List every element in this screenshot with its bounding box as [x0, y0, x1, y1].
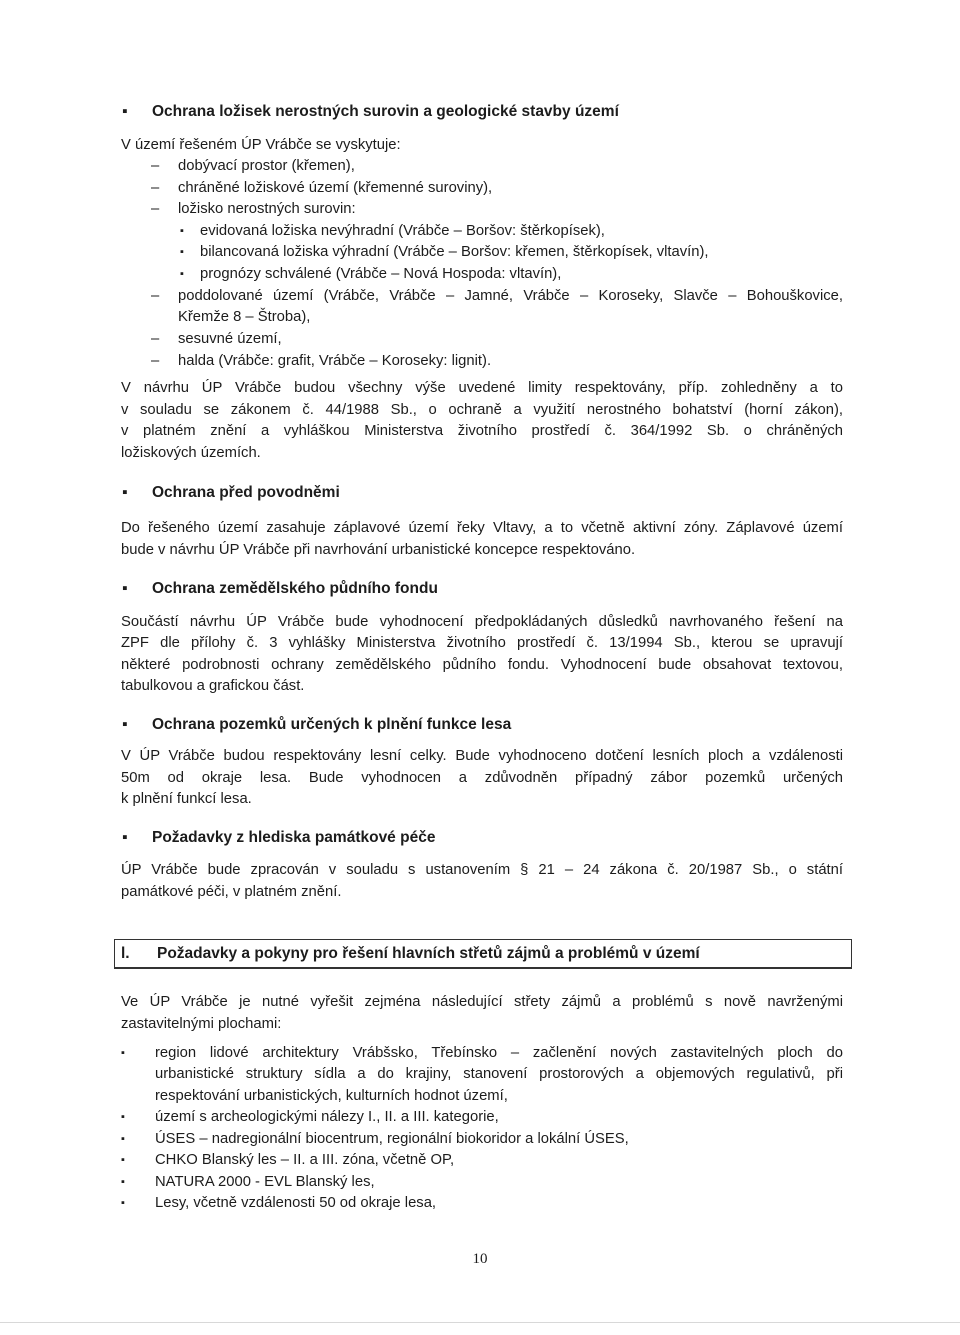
- list-item: region lidové architektury Vrábšsko, Třebínsko – začlenění nových zastavitelných ploch do: [155, 1045, 843, 1061]
- list-item: ÚSES – nadregionální biocentrum, regionální biokoridor a lokální ÚSES,: [155, 1131, 629, 1147]
- bullet-icon: ▪: [180, 246, 184, 258]
- section-heading-forest-land: ▪ Ochrana pozemků určených k plnění funkce lesa: [122, 716, 512, 733]
- bullet-icon: ▪: [180, 268, 184, 280]
- paragraph-line: V návrhu ÚP Vrábče budou všechny výše uvedené limity respektovány, příp. zohledněny a to: [121, 380, 843, 396]
- footer-divider: [0, 1322, 960, 1323]
- bullet-icon: ▪: [121, 1047, 125, 1059]
- bullet-icon: ▪: [121, 1111, 125, 1123]
- list-item: halda (Vrábče: grafit, Vrábče – Koroseky: lignit).: [178, 353, 492, 369]
- bullet-icon: ▪: [121, 1197, 125, 1209]
- paragraph-line: Do řešeného území zasahuje záplavové území řeky Vltavy, a to včetně aktivní zóny. Záplavové území: [121, 520, 843, 536]
- bullet-icon: ▪: [122, 829, 128, 846]
- list-item: ložisko nerostných surovin:: [178, 201, 356, 217]
- section-heading-flood-protection: ▪ Ochrana před povodněmi: [122, 484, 340, 501]
- intro-text: V území řešeném ÚP Vrábče se vyskytuje:: [121, 137, 401, 153]
- paragraph-line: v platném znění a vyhláškou Ministerstva životního prostředí č. 364/1992 Sb. o chráněných: [121, 423, 843, 439]
- bullet-icon: ▪: [121, 1176, 125, 1188]
- document-page: ▪ Ochrana ložisek nerostných surovin a geologické stavby území V území řešeném ÚP Vrábče se vyskytuje: – dobývací prostor (křemen), – chráněné ložiskové území (křemenné suroviny), – ložisko nerostných surovin: ▪ evidovaná ložiska nevýhradní (Vrábče – Boršov: štěrkopísek), ▪ bilancovaná ložiska výhradní (Vrábče – Boršov: křemen, štěrkopísek, vltavín), ▪ prognózy schválené (Vrábče – Nová Hospoda: vltavín), – poddolované území (Vrábče, Vrábče – Jamné, Vrábče – Koroseky, Slavče – Bohouškovice, Křemže 8 – Štroba), – sesuvné území, – halda (Vrábče: grafit, Vrábče – Koroseky: lignit). V návrhu ÚP Vrábče budou všechny výše uvedené limity respektovány, příp. zohledněny a to v souladu se zákonem č. 44/1988 Sb., o ochraně a využití nerostného bohatství (horní zákon), v platném znění a vyhláškou Ministerstva životního prostředí č. 364/1992 Sb. o chráněných ložiskových územích. ▪ Ochrana před povodněmi Do řešeného území zasahuje záplavové území řeky Vltavy, a to včetně aktivní zóny. Záplavové území bude v návrhu ÚP Vrábče při navrhování urbanistické koncepce respektováno. ▪ Ochrana zemědělského půdního fondu Součástí návrhu ÚP Vrábče bude vyhodnocení předpokládaných důsledků navrhovaného řešení na ZPF dle přílohy č. 3 vyhlášky Ministerstva životního prostředí č. 13/1994 Sb., kterou se upravují některé podrobnosti ochrany zemědělského půdního fondu. Vyhodnocení bude obsahovat textovou, tabulkovou a grafickou část. ▪ Ochrana pozemků určených k plnění funkce lesa V ÚP Vrábče budou respektovány lesní celky. Bude vyhodnoceno dotčení lesních ploch a vzdálenosti 50m od okraje lesa. Bude vyhodnocen a zdůvodněn případný zábor pozemků určených k plnění funkcí lesa. ▪ Požadavky z hlediska památkové péče ÚP Vrábče bude zpracován v souladu s ustanovením § 21 – 24 zákona č. 20/1987 Sb., o státní památkové péči, v platném znění. l. Požadavky a pokyny pro řešení hlavních střetů zájmů a problémů v území Ve ÚP Vrábče je nutné vyřešit zejména následující střety zájmů a problémů s nově navrženými zastavitelnými plochami: ▪ region lidové architektury Vrábšsko, Třebínsko – začlenění nových zastavitelných ploch do urbanistické struktury sídla a do krajiny, stanovení prostorových a objemových regulativů, při respektování urbanistických, kulturních hodnot území, ▪ území s archeologickými nálezy I., II. a III. kategorie, ▪ ÚSES – nadregionální biocentrum, regionální biokoridor a lokální ÚSES, ▪ CHKO Blanský les – II. a III. zóna, včetně OP, ▪ NATURA 2000 - EVL Blanský les, ▪ Lesy, včetně vzdálenosti 50 od okraje lesa, 10: [0, 0, 960, 1335]
- list-item: NATURA 2000 - EVL Blanský les,: [155, 1174, 375, 1190]
- paragraph-line: bude v návrhu ÚP Vrábče při navrhování urbanistické koncepce respektováno.: [121, 542, 636, 558]
- bullet-icon: ▪: [122, 103, 128, 120]
- list-item-continuation: Křemže 8 – Štroba),: [178, 309, 311, 325]
- paragraph-line: zastavitelnými plochami:: [121, 1016, 282, 1032]
- paragraph-line: Ve ÚP Vrábče je nutné vyřešit zejména následující střety zájmů a problémů s nově navrženými: [121, 994, 843, 1010]
- list-item: chráněné ložiskové území (křemenné suroviny),: [178, 180, 493, 196]
- sub-list-item: prognózy schválené (Vrábče – Nová Hospoda: vltavín),: [200, 266, 562, 282]
- page-number: 10: [472, 1251, 488, 1267]
- list-item: území s archeologickými nálezy I., II. a III. kategorie,: [155, 1109, 499, 1125]
- paragraph-line: 50m od okraje lesa. Bude vyhodnocen a zdůvodněn případný zábor pozemků určených: [121, 770, 843, 786]
- bullet-icon: ▪: [122, 484, 128, 501]
- list-item-continuation: urbanistické struktury sídla a do krajiny, stanovení prostorových a objemových regulativů, při: [155, 1066, 843, 1082]
- list-item: CHKO Blanský les – II. a III. zóna, včetně OP,: [155, 1152, 455, 1168]
- sub-list-item: evidovaná ložiska nevýhradní (Vrábče – Boršov: štěrkopísek),: [200, 223, 605, 239]
- bullet-icon: ▪: [121, 1133, 125, 1145]
- paragraph-line: ÚP Vrábče bude zpracován v souladu s ustanovením § 21 – 24 zákona č. 20/1987 Sb., o státní: [121, 862, 843, 878]
- paragraph-line: ZPF dle přílohy č. 3 vyhlášky Ministerstva životního prostředí č. 13/1994 Sb., kterou se upravují: [121, 635, 843, 651]
- paragraph-line: V ÚP Vrábče budou respektovány lesní celky. Bude vyhodnoceno dotčení lesních ploch a vzdálenosti: [121, 748, 843, 764]
- paragraph-line: ložiskových územích.: [121, 445, 261, 461]
- paragraph-line: v souladu se zákonem č. 44/1988 Sb., o ochraně a využití nerostného bohatství (horní zákon),: [121, 402, 843, 418]
- paragraph-line: některé podrobnosti ochrany zemědělského půdního fondu. Vyhodnocení bude obsahovat textovou,: [121, 657, 843, 673]
- section-heading-mineral-deposits: ▪ Ochrana ložisek nerostných surovin a geologické stavby území: [122, 103, 619, 120]
- bullet-icon: ▪: [180, 225, 184, 237]
- paragraph-line: k plnění funkcí lesa.: [121, 791, 252, 807]
- paragraph-line: památkové péči, v platném znění.: [121, 884, 342, 900]
- section-heading-agricultural-land: ▪ Ochrana zemědělského půdního fondu: [122, 580, 438, 597]
- bullet-icon: ▪: [122, 580, 128, 597]
- paragraph-line: Součástí návrhu ÚP Vrábče bude vyhodnocení předpokládaných důsledků navrhovaného řešení na: [121, 614, 843, 630]
- bullet-icon: ▪: [122, 716, 128, 733]
- list-item: sesuvné území,: [178, 331, 282, 347]
- list-item: poddolované území (Vrábče, Vrábče – Jamné, Vrábče – Koroseky, Slavče – Bohouškovice,: [178, 288, 843, 304]
- sub-list-item: bilancovaná ložiska výhradní (Vrábče – Boršov: křemen, štěrkopísek, vltavín),: [200, 244, 709, 260]
- section-heading-monument-care: ▪ Požadavky z hlediska památkové péče: [122, 829, 436, 846]
- chapter-heading-box: [114, 939, 852, 969]
- list-item: dobývací prostor (křemen),: [178, 158, 355, 174]
- paragraph-line: tabulkovou a grafickou část.: [121, 678, 305, 694]
- list-item: Lesy, včetně vzdálenosti 50 od okraje lesa,: [155, 1195, 437, 1211]
- chapter-title: Požadavky a pokyny pro řešení hlavních střetů zájmů a problémů v území: [157, 945, 700, 962]
- chapter-number: l.: [121, 945, 130, 962]
- list-item-continuation: respektování urbanistických, kulturních hodnot území,: [155, 1088, 508, 1104]
- bullet-icon: ▪: [121, 1154, 125, 1166]
